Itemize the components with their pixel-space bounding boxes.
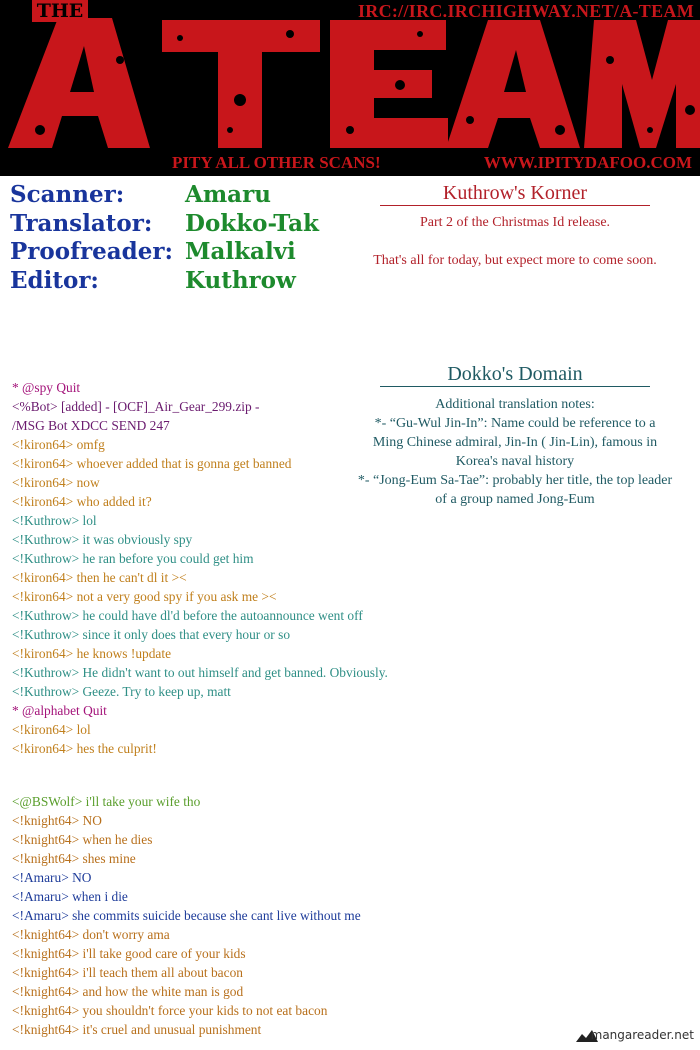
watermark-text: mangareader.net — [590, 1028, 694, 1042]
credit-value-proofreader: Malkalvi — [185, 238, 296, 265]
chat-line: * @alphabet Quit — [12, 703, 107, 718]
chat-line: <!kiron64> now — [12, 475, 100, 490]
chat-line: <!Kuthrow> it was obviously spy — [12, 532, 193, 547]
chat-line: * @spy Quit — [12, 380, 81, 395]
domain-rule — [380, 386, 650, 387]
chat-line: <!Kuthrow> He didn't want to out himself and get banned. Obviously. — [12, 665, 388, 680]
chat-line: <!Kuthrow> he ran before you could get him — [12, 551, 254, 566]
credit-value-editor: Kuthrow — [185, 267, 296, 294]
header-banner — [0, 0, 700, 176]
chat-line: <!Amaru> NO — [12, 870, 92, 885]
chat-line: <!Kuthrow> Geeze. Try to keep up, matt — [12, 684, 231, 699]
credit-value-translator: Dokko-Tak — [185, 210, 319, 237]
chat-log-1 — [12, 378, 388, 758]
tagline-bar — [0, 151, 700, 175]
domain-line: Additional translation notes: — [435, 397, 595, 412]
chat-line: <%Bot> [added] - [OCF]_Air_Gear_299.zip - — [12, 399, 260, 414]
irc-address: IRC://IRC.IRCHIGHWAY.NET/A-TEAM — [357, 1, 694, 21]
the-label: THE — [32, 0, 88, 22]
chat-log-2 — [12, 792, 361, 1039]
chat-line: <!Amaru> she commits suicide because she cant live without me — [12, 908, 361, 923]
chat-line: <!kiron64> he knows !update — [12, 646, 172, 661]
credit-label-scanner: Scanner: — [10, 181, 125, 208]
domain-title: Dokko's Domain — [447, 363, 583, 385]
credit-label-translator: Translator: — [10, 210, 153, 237]
credit-value-scanner: Amaru — [185, 181, 271, 208]
chat-line: <!knight64> and how the white man is god — [12, 984, 244, 999]
credit-label-editor: Editor: — [10, 267, 99, 294]
domain-line: *- “Jong-Eum Sa-Tae”: probably her title, the top leader — [357, 473, 673, 488]
domain-line: of a group named Jong-Eum — [435, 492, 595, 507]
korner-rule — [380, 205, 650, 206]
chat-line: <!Kuthrow> lol — [12, 513, 97, 528]
chat-line: <!kiron64> omfg — [12, 437, 105, 452]
website-url: WWW.IPITYDAFOO.COM — [483, 153, 692, 172]
chat-line: <!kiron64> not a very good spy if you ask me >< — [12, 589, 277, 604]
credit-label-proofreader: Proofreader: — [10, 238, 173, 265]
chat-line: <!knight64> i'll teach them all about bacon — [12, 965, 243, 980]
chat-line: <!Kuthrow> he could have dl'd before the autoannounce went off — [12, 608, 363, 623]
a-team-logo — [0, 0, 700, 176]
chat-line: <!knight64> i'll take good care of your kids — [12, 946, 246, 961]
domain-notes — [355, 395, 675, 509]
chat-line: <!knight64> when he dies — [12, 832, 153, 847]
korner-line-2: That's all for today, but expect more to come soon. — [373, 253, 657, 268]
chat-line: <!knight64> NO — [12, 813, 102, 828]
chat-line: <!knight64> it's cruel and unusual punishment — [12, 1022, 262, 1037]
chat-line: <!knight64> don't worry ama — [12, 927, 170, 942]
chat-line: /MSG Bot XDCC SEND 247 — [12, 418, 170, 433]
chat-line: <!Kuthrow> since it only does that every hour or so — [12, 627, 291, 642]
chat-line: <!kiron64> then he can't dl it >< — [12, 570, 187, 585]
domain-line: Ming Chinese admiral, Jin-In ( Jin-Lin), famous in — [372, 435, 658, 450]
chat-line: <!kiron64> hes the culprit! — [12, 741, 157, 756]
chat-line: <!kiron64> whoever added that is gonna get banned — [12, 456, 292, 471]
tagline-left: PITY ALL OTHER SCANS! — [172, 153, 381, 172]
chat-line: <!knight64> shes mine — [12, 851, 136, 866]
chat-line: <!Amaru> when i die — [12, 889, 128, 904]
chat-line: <!kiron64> who added it? — [12, 494, 152, 509]
chat-line: <!knight64> you shouldn't force your kids to not eat bacon — [12, 1003, 328, 1018]
chat-line: <@BSWolf> i'll take your wife tho — [12, 794, 201, 809]
chat-line: <!kiron64> lol — [12, 722, 91, 737]
domain-line: Korea's naval history — [455, 454, 575, 469]
korner-title: Kuthrow's Korner — [442, 182, 588, 204]
korner-line-1: Part 2 of the Christmas Id release. — [419, 215, 611, 230]
domain-line: *- “Gu-Wul Jin-In”: Name could be reference to a — [374, 416, 656, 431]
